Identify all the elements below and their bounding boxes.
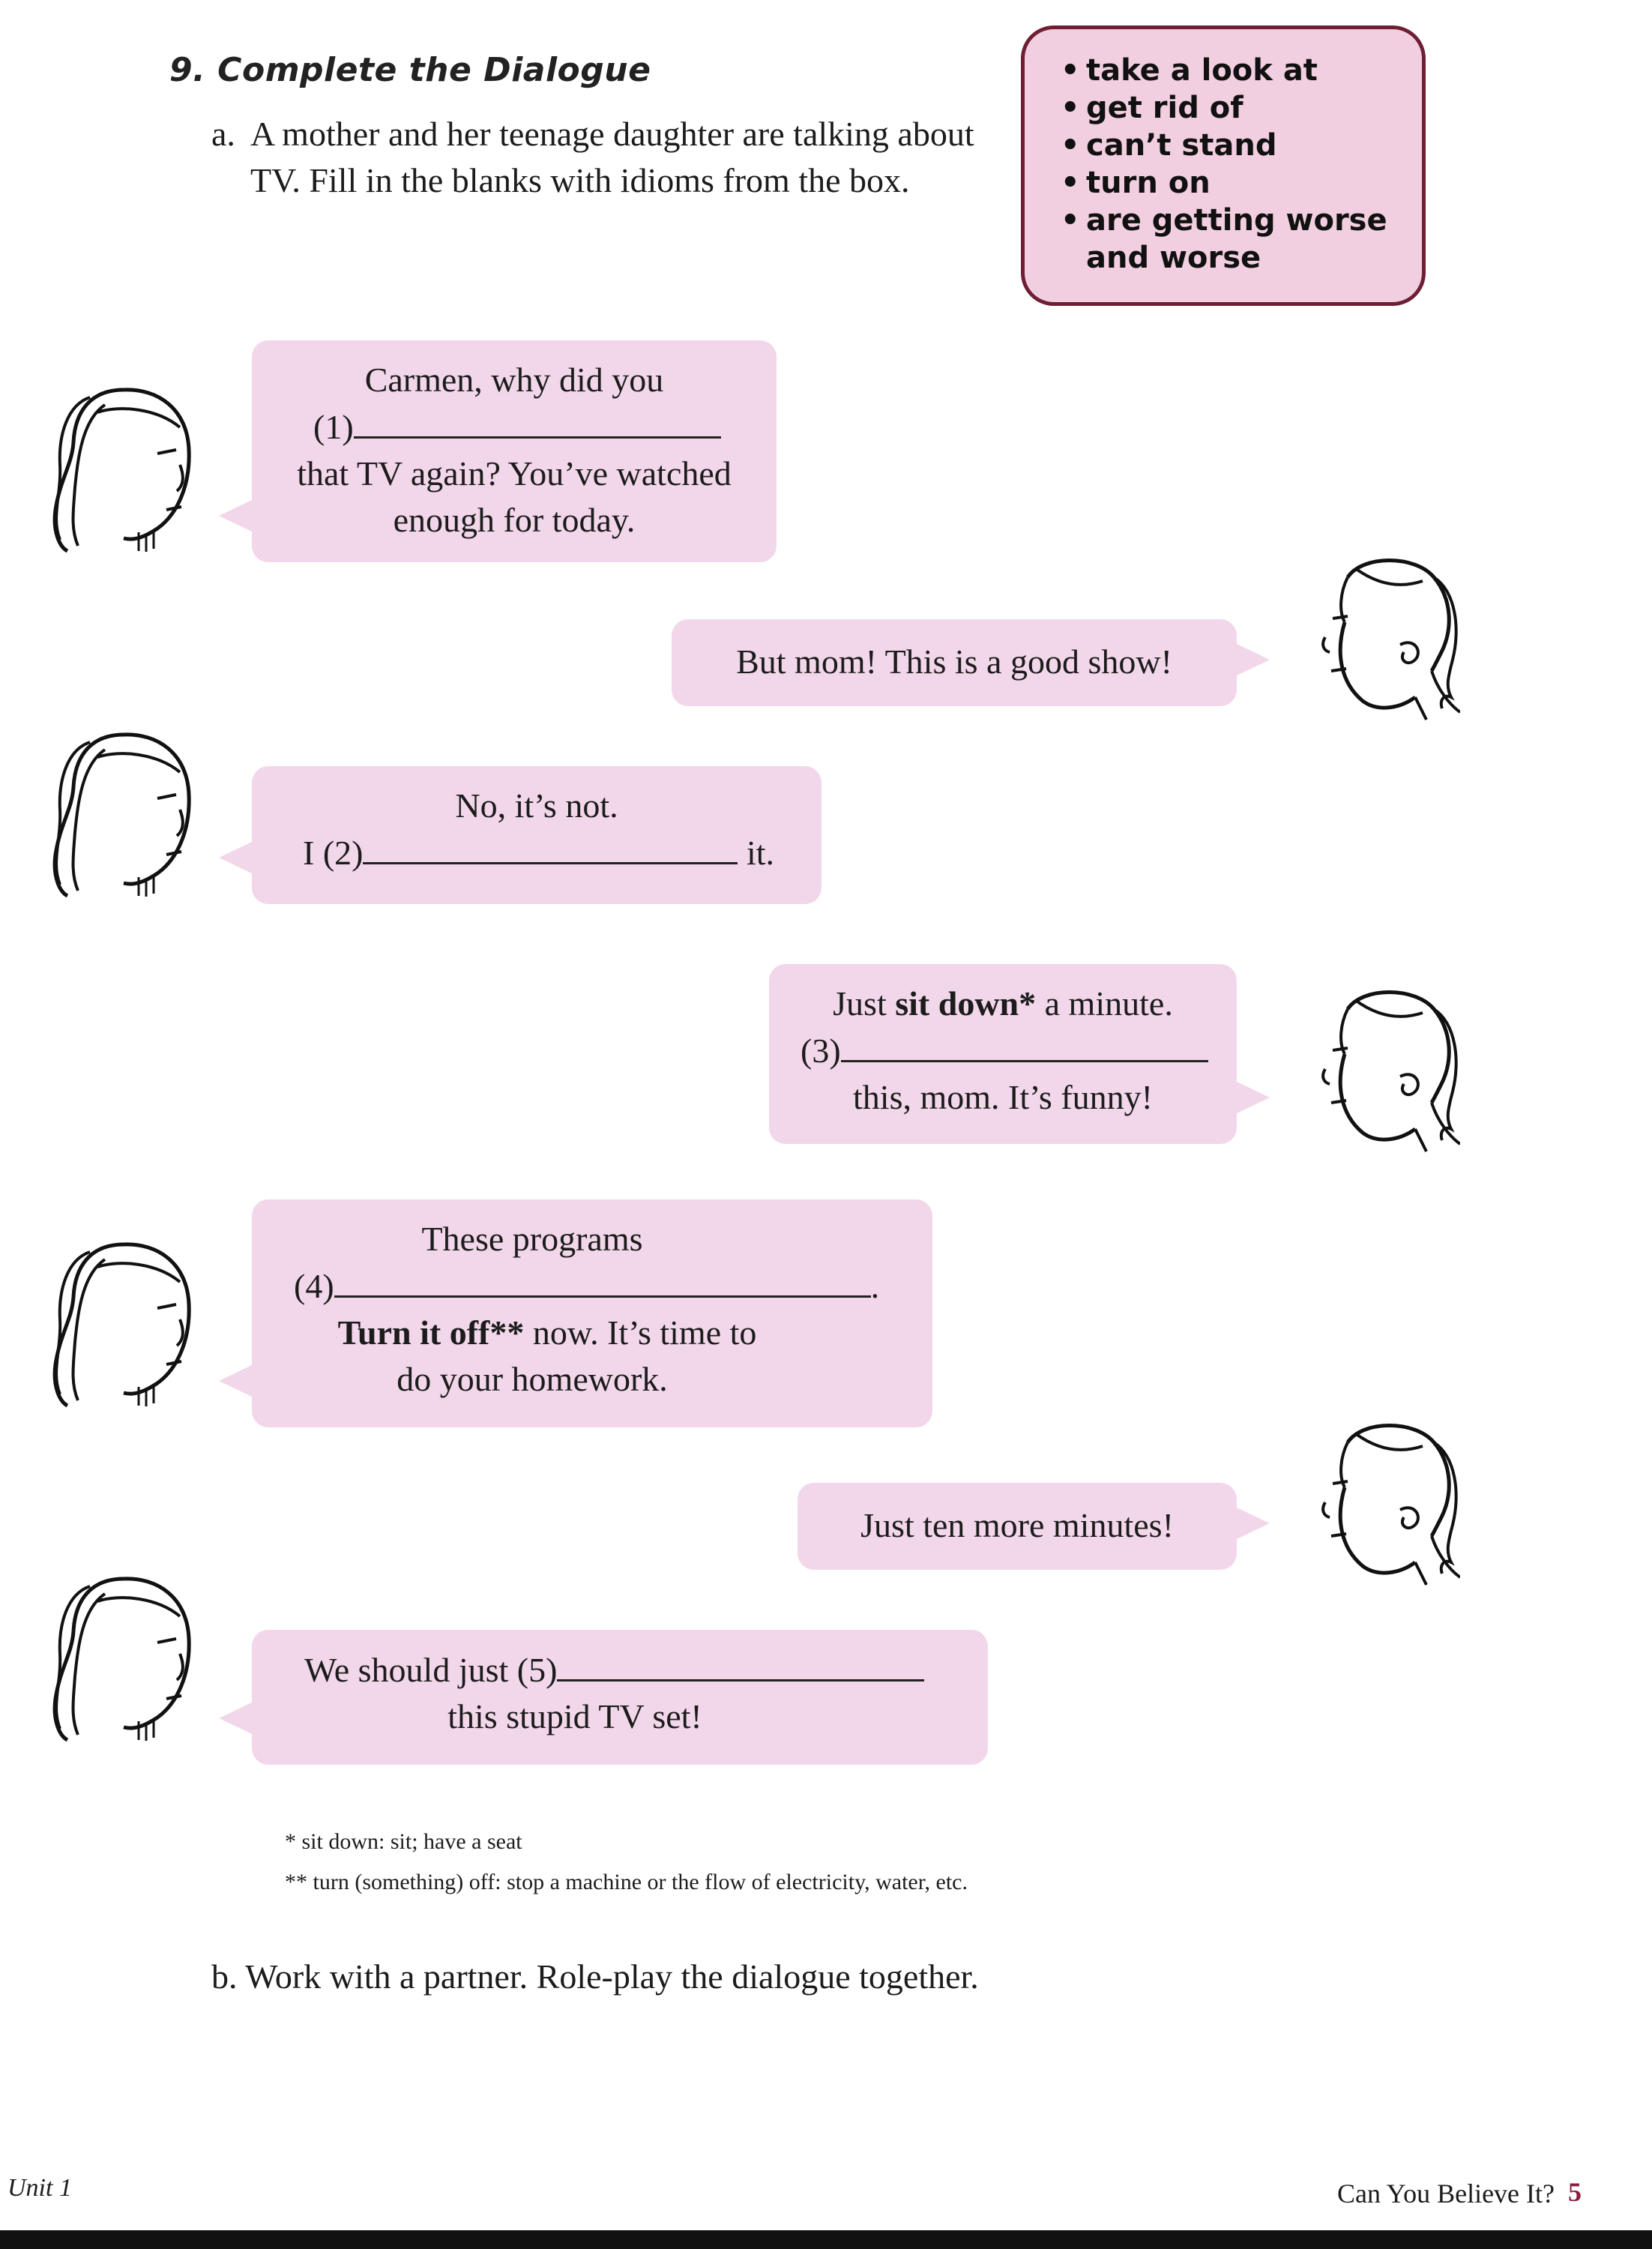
answer-blank-3[interactable] [841, 1027, 1208, 1062]
bubble-blank-line [252, 1262, 932, 1310]
idiom-item: • get rid of [1061, 89, 1422, 127]
mother-face-icon [45, 375, 202, 555]
bubble-text [769, 981, 1237, 1027]
page-number: 5 [1568, 2177, 1582, 2207]
speech-bubble-mother-4 [252, 1630, 988, 1765]
blank-number-3: (3) [801, 1032, 841, 1070]
idiom-item: • turn on [1061, 164, 1422, 202]
mother-face-icon [45, 720, 202, 900]
bubble-text: enough for today. [393, 501, 636, 539]
part-a-letter: a. [211, 115, 235, 153]
footnote-1: * sit down: sit; have a seat [285, 1829, 522, 1854]
speech-bubble-mother-1 [252, 340, 777, 562]
daughter-face-icon [1303, 1412, 1460, 1592]
bubble-text: These programs [421, 1220, 643, 1258]
bubble-text: But mom! This is a good show! [736, 642, 1172, 681]
bubble-text: Carmen, why did you [364, 361, 664, 399]
blank-number-1: (1) [313, 408, 354, 446]
daughter-face-icon [1303, 979, 1460, 1159]
idiom-item: • can’t stand [1061, 127, 1422, 164]
bubble-text: do your homework. [397, 1360, 668, 1398]
footer-book-title: Can You Believe It? [1337, 2179, 1555, 2209]
bubble-text: it. [746, 834, 775, 872]
bubble-text: this, mom. It’s funny! [853, 1078, 1153, 1116]
blank-number-2: I (2) [303, 834, 364, 872]
speech-bubble-daughter-2 [769, 964, 1237, 1144]
bubble-text: this stupid TV set! [447, 1697, 702, 1735]
part-a-text: A mother and her teenage daughter are talking about TV. Fill in the blanks with idioms from the box. [250, 115, 974, 199]
exercise-title-text: Complete the Dialogue [217, 51, 651, 89]
bubble-bold-idiom: sit down* [895, 984, 1037, 1023]
bubble-blank-line [252, 829, 822, 876]
bubble-text: Just ten more minutes! [860, 1506, 1174, 1544]
mother-face-icon [45, 1564, 202, 1744]
footnote-2: ** turn (something) off: stop a machine or the flow of electricity, water, etc. [285, 1870, 968, 1894]
bubble-blank-line [252, 1646, 988, 1693]
bubble-text-part: Just [833, 984, 896, 1023]
bubble-text-part: now. It’s time to [524, 1313, 757, 1352]
idiom-item: • are getting worse and worse [1061, 202, 1408, 277]
bubble-text-part: . [870, 1267, 880, 1305]
speech-bubble-mother-2 [252, 766, 822, 904]
answer-blank-4[interactable] [334, 1262, 871, 1298]
speech-bubble-daughter-1 [672, 619, 1237, 706]
blank-number-4: (4) [294, 1267, 334, 1305]
bubble-text: No, it’s not. [455, 786, 618, 825]
exercise-title [169, 51, 651, 89]
speech-bubble-mother-3 [252, 1199, 932, 1427]
bubble-blank-line [769, 1027, 1237, 1074]
footer-unit: Unit 1 [7, 2174, 72, 2202]
mother-face-icon [45, 1229, 202, 1409]
exercise-number: 9. [169, 51, 206, 89]
part-b-instructions: b. Work with a partner. Role-play the dialogue together. [211, 1957, 979, 1996]
answer-blank-2[interactable] [363, 829, 738, 864]
bubble-bold-idiom: Turn it off** [337, 1313, 525, 1352]
bubble-text: We should just (5) [304, 1651, 558, 1689]
bottom-edge-bar [0, 2230, 1652, 2249]
speech-bubble-daughter-3 [798, 1483, 1237, 1570]
instructions [211, 111, 998, 204]
bubble-blank-line [252, 403, 777, 451]
idiom-item: • take a look at [1061, 52, 1422, 89]
idiom-box [1021, 25, 1426, 306]
bubble-text: that TV again? You’ve watched [297, 454, 732, 493]
bubble-text [252, 1310, 932, 1356]
bubble-text-part: a minute. [1036, 984, 1173, 1023]
daughter-face-icon [1303, 547, 1460, 727]
answer-blank-1[interactable] [354, 403, 721, 439]
answer-blank-5[interactable] [557, 1646, 924, 1682]
